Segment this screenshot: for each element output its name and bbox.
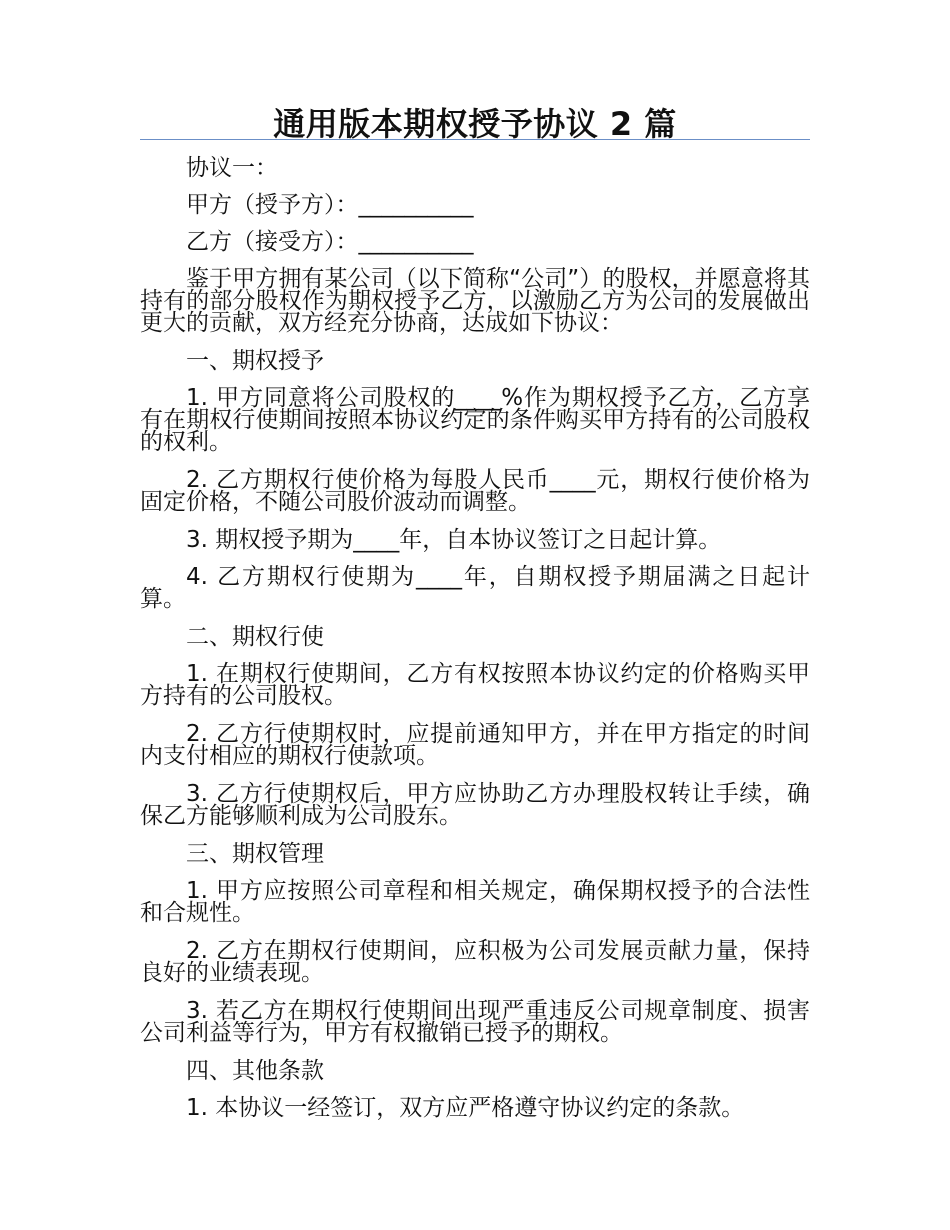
clause-paragraph: 3. 期权授予期为____年，自本协议签订之日起计算。 bbox=[186, 527, 722, 553]
clause-paragraph: 1. 甲方应按照公司章程和相关规定，确保期权授予的合法性和合规性。 bbox=[140, 878, 810, 926]
agreement-heading: 协议一： bbox=[186, 155, 278, 181]
section-heading: 二、期权行使 bbox=[186, 624, 324, 650]
clause-paragraph: 1. 本协议一经签订，双方应严格遵守协议约定的条款。 bbox=[186, 1095, 745, 1121]
section-heading: 一、期权授予 bbox=[186, 348, 324, 374]
clause-paragraph: 1. 甲方同意将公司股权的____%作为期权授予乙方，乙方享有在期权行使期间按照本协议约定的条件购买甲方持有的公司股权的权利。 bbox=[140, 385, 810, 455]
party-a-line: 甲方（授予方）：__________ bbox=[186, 192, 474, 218]
clause-paragraph: 2. 乙方行使期权时，应提前通知甲方，并在甲方指定的时间内支付相应的期权行使款项。 bbox=[140, 721, 810, 769]
clause-paragraph: 1. 在期权行使期间，乙方有权按照本协议约定的价格购买甲方持有的公司股权。 bbox=[140, 661, 810, 709]
clause-paragraph: 3. 乙方行使期权后，甲方应协助乙方办理股权转让手续，确保乙方能够顺利成为公司股东。 bbox=[140, 781, 810, 829]
party-b-line: 乙方（接受方）：__________ bbox=[186, 229, 474, 255]
clause-paragraph: 3. 若乙方在期权行使期间出现严重违反公司规章制度、损害公司利益等行为，甲方有权撤销已授予的期权。 bbox=[140, 998, 810, 1046]
document-body bbox=[140, 157, 810, 1134]
clause-paragraph: 2. 乙方在期权行使期间，应积极为公司发展贡献力量，保持良好的业绩表现。 bbox=[140, 938, 810, 986]
preamble-paragraph: 鉴于甲方拥有某公司（以下简称“公司”）的股权，并愿意将其持有的部分股权作为期权授予乙方，以激励乙方为公司的发展做出更大的贡献，双方经充分协商，达成如下协议： bbox=[140, 266, 810, 336]
section-heading: 三、期权管理 bbox=[186, 841, 324, 867]
title-underline bbox=[140, 139, 810, 140]
section-heading: 四、其他条款 bbox=[186, 1058, 324, 1084]
clause-paragraph: 2. 乙方期权行使价格为每股人民币____元，期权行使价格为固定价格，不随公司股价波动而调整。 bbox=[140, 467, 810, 515]
document-title: 通用版本期权授予协议 2 篇 bbox=[273, 105, 677, 143]
clause-paragraph: 4. 乙方期权行使期为____年，自期权授予期届满之日起计算。 bbox=[140, 564, 810, 612]
